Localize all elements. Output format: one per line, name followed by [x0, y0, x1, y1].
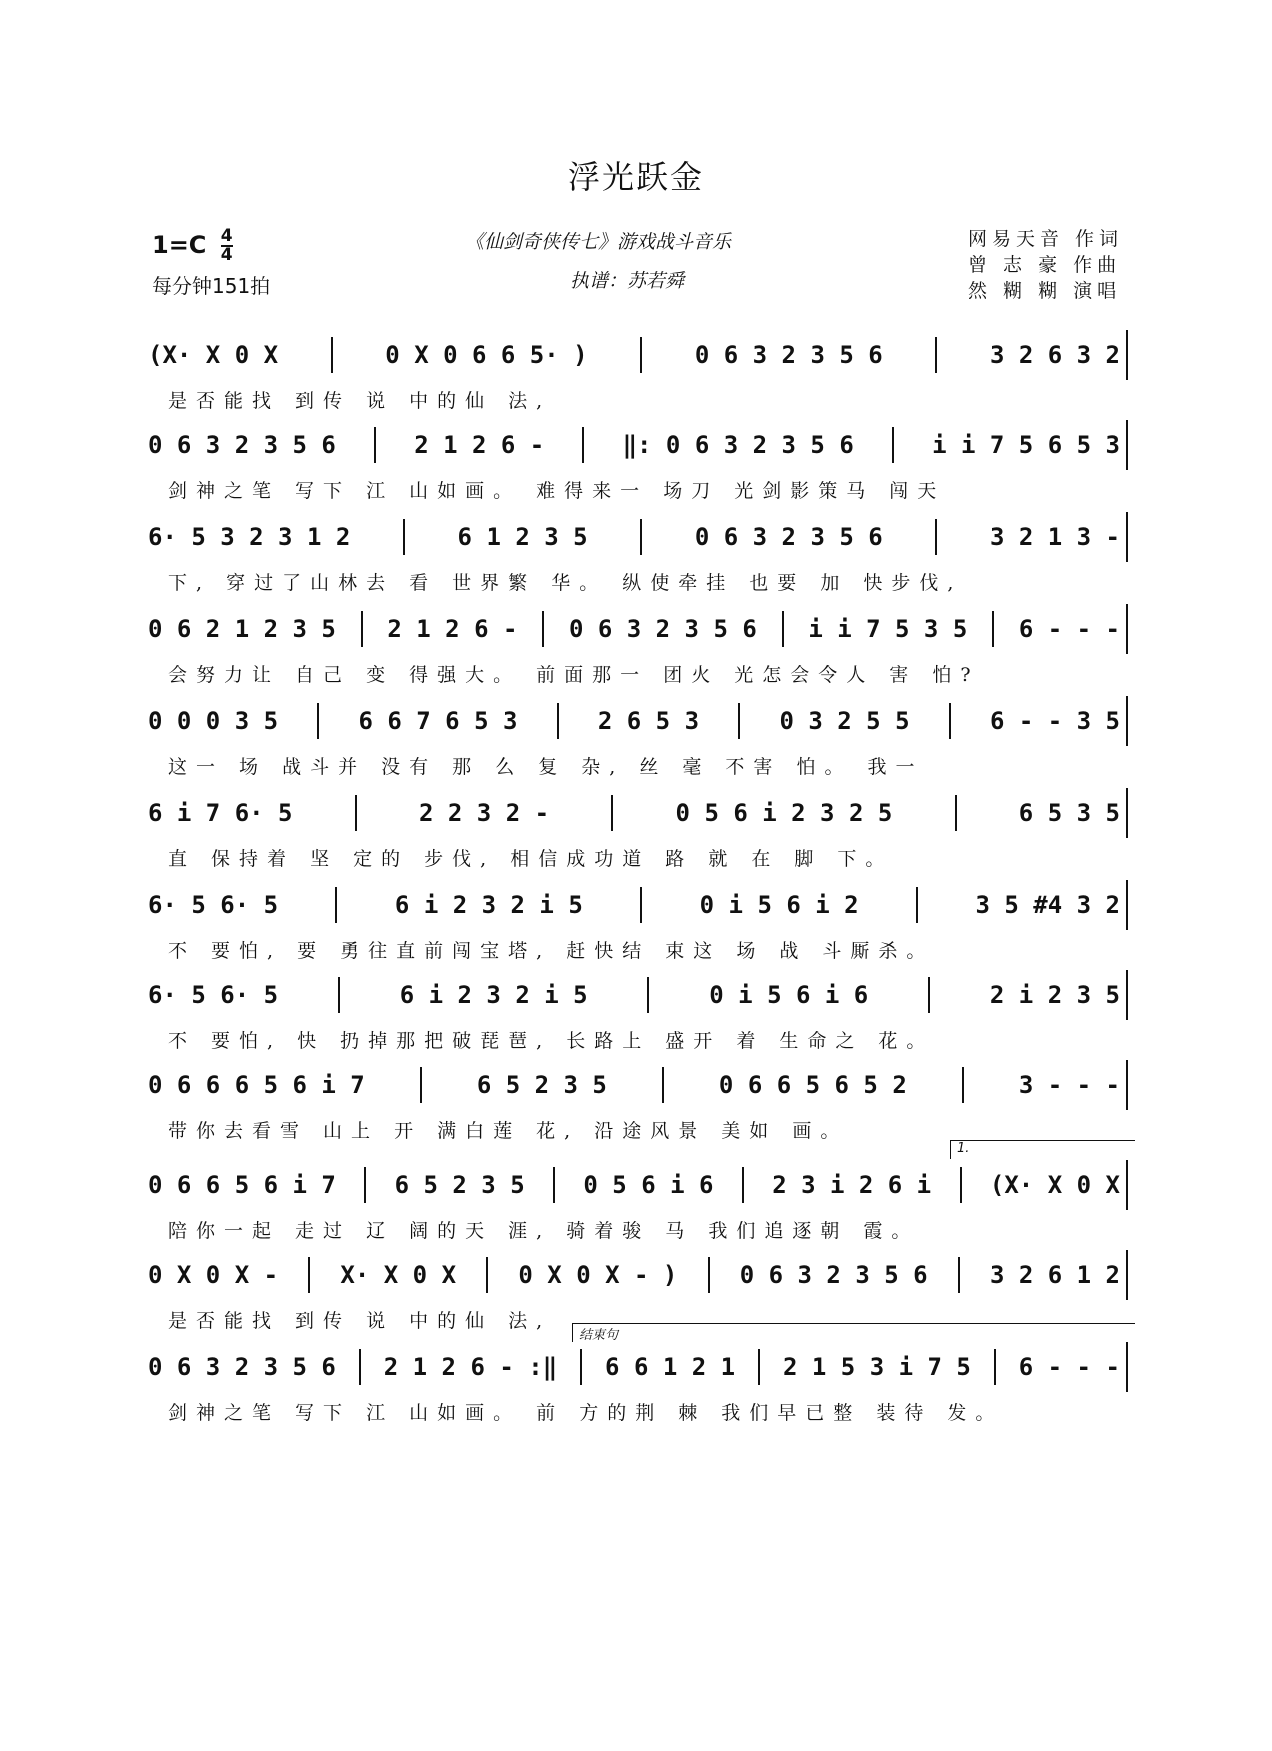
notation-line — [148, 970, 1128, 1020]
bar-line — [916, 887, 918, 923]
measure: 2 6 5 3 — [597, 707, 700, 735]
score-system — [148, 604, 1128, 687]
measure: 0 6 3 2 3 5 6 — [694, 523, 883, 551]
bar-line — [557, 703, 559, 739]
lyrics-line: 直 保持着 坚 定的 步伐, 相信成功道 路 就 在 脚 下。 — [168, 848, 894, 870]
notation-line — [148, 696, 1128, 746]
score-system — [148, 330, 1128, 413]
volta-bracket: 1. — [950, 1140, 1135, 1159]
bar-line — [949, 703, 951, 739]
bar-line — [935, 337, 937, 373]
measure: 6 6 1 2 1 — [605, 1353, 736, 1381]
bar-line — [955, 795, 957, 831]
measure: 0 6 3 2 3 5 6 — [694, 341, 883, 369]
measure: 6 i 2 3 2 i 5 — [399, 981, 588, 1009]
bar-line — [359, 1349, 361, 1385]
measure: 0 X 0 X - ) — [518, 1261, 678, 1289]
measure: (X· X 0 X — [989, 1171, 1120, 1199]
lyrics-line: 是否能找 到传 说 中的仙 法, — [168, 390, 552, 412]
source-note: 《仙剑奇侠传七》游戏战斗音乐 — [465, 231, 732, 253]
score-system — [148, 1160, 1128, 1243]
bar-line — [420, 1067, 422, 1103]
measure: 0 6 3 2 3 5 6 — [148, 1353, 336, 1381]
measure: 2 3 i 2 6 i — [772, 1171, 932, 1199]
measure: 6 i 7 6· 5 — [148, 799, 293, 827]
measure: 2 2 3 2 - — [419, 799, 550, 827]
key-signature — [152, 228, 233, 264]
score-system — [148, 420, 1128, 503]
bar-line — [355, 795, 357, 831]
bar-line — [992, 611, 994, 647]
measure: 0 6 6 5 6 5 2 — [718, 1071, 907, 1099]
measure: 3 2 6 1 2 — [989, 1261, 1120, 1289]
measure: 0 3 2 5 5 — [779, 707, 910, 735]
measure: 2 i 2 3 5 — [989, 981, 1120, 1009]
bar-line — [582, 427, 584, 463]
notation-line — [148, 604, 1128, 654]
lyrics-line: 会努力让 自己 变 得强大。 前面那一 团火 光怎会令人 害 怕? — [168, 664, 980, 686]
notation-line — [148, 788, 1128, 838]
score-system — [148, 880, 1128, 963]
measure: 0 6 2 1 2 3 5 — [148, 615, 336, 643]
bar-line — [317, 703, 319, 739]
measure: 2 1 2 6 - — [387, 615, 518, 643]
bar-line — [486, 1257, 488, 1293]
lyrics-line: 带你去看雪 山上 开 满白莲 花, 沿途风景 美如 画。 — [168, 1120, 849, 1142]
notation-line — [148, 1060, 1128, 1110]
notation-line — [148, 512, 1128, 562]
measure: 6· 5 3 2 3 1 2 — [148, 523, 351, 551]
bar-line — [994, 1349, 996, 1385]
measure: (X· X 0 X — [148, 341, 279, 369]
notation-line — [148, 1160, 1128, 1210]
measure: 0 X 0 X - — [148, 1261, 279, 1289]
bar-line — [960, 1167, 962, 1203]
credits — [968, 226, 1123, 304]
notation-line — [148, 1342, 1128, 1392]
measure: 6· 5 6· 5 — [148, 981, 279, 1009]
bar-line — [308, 1257, 310, 1293]
measure: 2 1 2 6 - :‖ — [383, 1353, 558, 1381]
key-label: 1=C — [152, 231, 207, 259]
notation-line — [148, 330, 1128, 380]
measure: 0 5 6 i 6 — [583, 1171, 714, 1199]
measure: 0 6 3 2 3 5 6 — [568, 615, 757, 643]
measure: 3 2 1 3 - — [989, 523, 1120, 551]
song-title: 浮光跃金 — [567, 158, 704, 196]
measure: 0 6 6 5 6 i 7 — [148, 1171, 336, 1199]
notation-line — [148, 1250, 1128, 1300]
bar-line — [958, 1257, 960, 1293]
bar-line — [738, 703, 740, 739]
score-system — [148, 1250, 1128, 1333]
bar-line — [640, 337, 642, 373]
composer-credit: 曾 志 豪 作曲 — [968, 254, 1122, 276]
measure: i i 7 5 6 5 3 — [932, 431, 1120, 459]
measure: 2 1 5 3 i 7 5 — [783, 1353, 971, 1381]
lyrics-line: 下, 穿过了山林去 看 世界繁 华。 纵使牵挂 也要 加 快步伐, — [168, 572, 963, 594]
measure: 0 i 5 6 i 6 — [709, 981, 869, 1009]
time-numerator: 4 — [220, 226, 233, 246]
score-system — [148, 512, 1128, 595]
measure: 3 2 6 3 2 — [989, 341, 1120, 369]
measure: 6· 5 6· 5 — [148, 891, 279, 919]
bar-line — [640, 887, 642, 923]
time-denominator: 4 — [220, 245, 233, 265]
measure: 0 6 3 2 3 5 6 — [739, 1261, 928, 1289]
score-system — [148, 970, 1128, 1053]
bar-line — [331, 337, 333, 373]
measure: 2 1 2 6 - — [414, 431, 545, 459]
measure: 6 - - - — [1018, 1353, 1120, 1381]
measure: 0 0 0 3 5 — [148, 707, 279, 735]
lyrics-line: 不 要怕, 要 勇往直前闯宝塔, 赶快结 束这 场 战 斗厮杀。 — [168, 940, 935, 962]
time-signature — [221, 228, 233, 264]
measure: 0 6 6 6 5 6 i 7 — [148, 1071, 365, 1099]
measure: 6 1 2 3 5 — [457, 523, 588, 551]
bar-line — [335, 887, 337, 923]
lyrics-line: 不 要怕, 快 扔掉那把破琵琶, 长路上 盛开 着 生命之 花。 — [168, 1030, 935, 1052]
bar-line — [640, 519, 642, 555]
score-system — [148, 1060, 1128, 1143]
bar-line — [935, 519, 937, 555]
bar-line — [364, 1167, 366, 1203]
measure: 6 5 2 3 5 — [476, 1071, 607, 1099]
measure: 6 6 7 6 5 3 — [358, 707, 518, 735]
bar-line — [403, 519, 405, 555]
measure: 0 5 6 i 2 3 2 5 — [675, 799, 893, 827]
notation-line — [148, 880, 1128, 930]
score-system — [148, 788, 1128, 871]
lyrics-line: 剑神之笔 写下 江 山如画。 难得来一 场刀 光剑影策马 闯天 — [168, 480, 946, 502]
singer-credit: 然 糊 糊 演唱 — [968, 280, 1122, 302]
lyrics-line: 是否能找 到传 说 中的仙 法, — [168, 1310, 552, 1332]
measure: 0 X 0 6 6 5· ) — [385, 341, 588, 369]
measure: 0 6 3 2 3 5 6 — [148, 431, 336, 459]
bar-line — [662, 1067, 664, 1103]
bar-line — [611, 795, 613, 831]
lyrics-line: 陪你一起 走过 辽 阔的天 涯, 骑着骏 马 我们追逐朝 霞。 — [168, 1220, 920, 1242]
bar-line — [758, 1349, 760, 1385]
lyrics-line: 这一 场 战斗并 没有 那 么 复 杂, 丝 毫 不害 怕。 我一 — [168, 756, 924, 778]
measure: ‖: 0 6 3 2 3 5 6 — [622, 431, 854, 459]
score-system — [148, 1342, 1128, 1425]
measure: 6 - - - — [1018, 615, 1120, 643]
bar-line — [647, 977, 649, 1013]
measure: 6 i 2 3 2 i 5 — [394, 891, 583, 919]
bar-line — [892, 427, 894, 463]
measure: 6 5 3 5 — [1018, 799, 1120, 827]
bar-line — [962, 1067, 964, 1103]
measure: 6 5 2 3 5 — [394, 1171, 525, 1199]
bar-line — [553, 1167, 555, 1203]
measure: 6 - - 3 5 — [989, 707, 1120, 735]
bar-line — [928, 977, 930, 1013]
measure: 0 i 5 6 i 2 — [699, 891, 859, 919]
coda-bracket: 结束句 — [572, 1323, 1135, 1342]
bar-line — [782, 611, 784, 647]
lyrics-line: 剑神之笔 写下 江 山如画。 前 方的荆 棘 我们早已整 装待 发。 — [168, 1402, 1004, 1424]
bar-line — [742, 1167, 744, 1203]
bar-line — [580, 1349, 582, 1385]
bar-line — [542, 611, 544, 647]
measure: 3 5 #4 3 2 — [975, 891, 1120, 919]
measure: 3 - - - — [1018, 1071, 1120, 1099]
score-system — [148, 696, 1128, 779]
transcriber-note: 执谱：苏若舜 — [570, 270, 685, 292]
bar-line — [338, 977, 340, 1013]
bar-line — [361, 611, 363, 647]
lyricist-credit: 网易天音 作词 — [968, 228, 1124, 250]
bar-line — [708, 1257, 710, 1293]
measure: X· X 0 X — [340, 1261, 457, 1289]
tempo-marking: 每分钟151拍 — [152, 274, 271, 298]
notation-line — [148, 420, 1128, 470]
bar-line — [374, 427, 376, 463]
measure: i i 7 5 3 5 — [808, 615, 968, 643]
